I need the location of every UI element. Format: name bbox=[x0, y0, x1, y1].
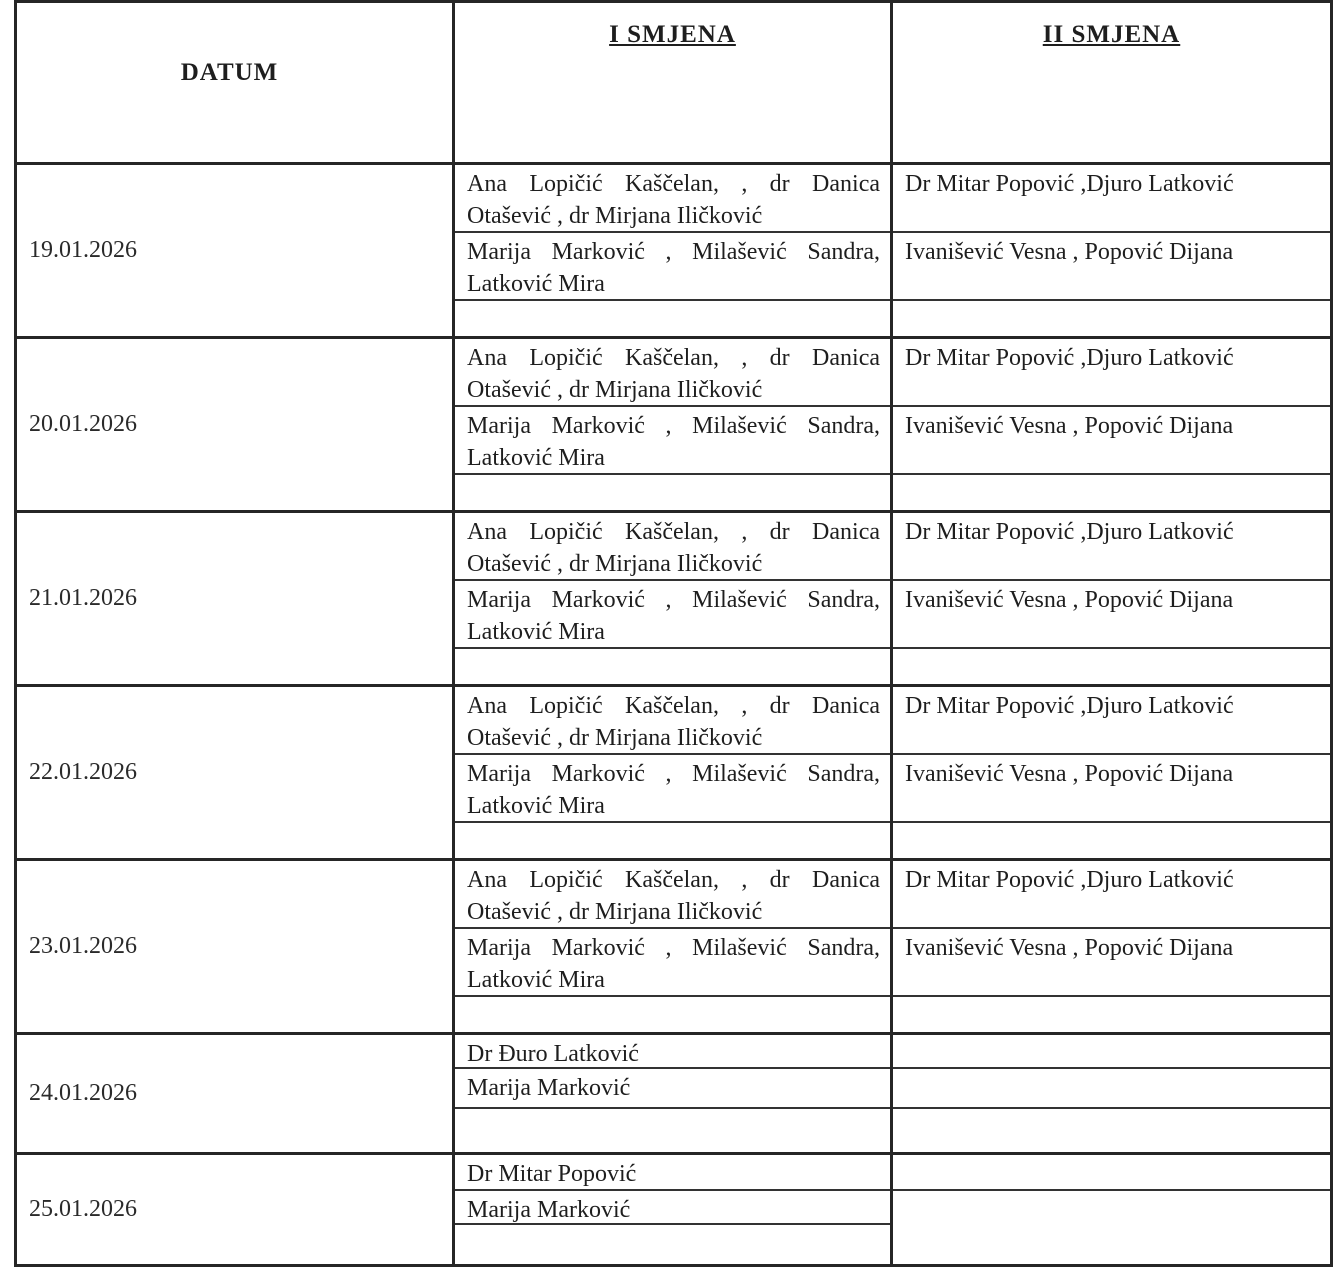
shift2-nurses: Ivanišević Vesna , Popović Dijana bbox=[893, 929, 1330, 997]
shift1-cell bbox=[454, 1154, 892, 1266]
shift1-cell bbox=[454, 512, 892, 686]
shift2-nurses: Ivanišević Vesna , Popović Dijana bbox=[893, 407, 1330, 475]
date-cell: 21.01.2026 bbox=[16, 512, 454, 686]
shift1-empty-slot bbox=[455, 1109, 890, 1152]
shift2-cell bbox=[892, 1154, 1332, 1266]
shift1-cell bbox=[454, 338, 892, 512]
table-row bbox=[16, 512, 1332, 686]
header-row bbox=[16, 2, 1332, 164]
date-cell: 24.01.2026 bbox=[16, 1034, 454, 1154]
shift1-doctors: Ana Lopičić Kaščelan, , dr Danica Otašević , dr Mirjana Iličković bbox=[455, 339, 890, 407]
shift1-empty-slot bbox=[455, 1225, 890, 1264]
shift2-column-header bbox=[892, 2, 1332, 164]
table-row bbox=[16, 164, 1332, 338]
shift1-cell bbox=[454, 1034, 892, 1154]
shift1-empty-slot bbox=[455, 475, 890, 510]
date-cell: 25.01.2026 bbox=[16, 1154, 454, 1266]
shift2-doctors: Dr Mitar Popović ,Djuro Latković bbox=[893, 861, 1330, 929]
shift1-empty-slot bbox=[455, 301, 890, 336]
shift1-nurses: Marija Marković bbox=[455, 1069, 890, 1109]
shift2-empty-slot bbox=[893, 1109, 1330, 1152]
shift1-nurses: Marija Marković , Milašević Sandra, Latković Mira bbox=[455, 407, 890, 475]
table-row bbox=[16, 860, 1332, 1034]
date-cell: 23.01.2026 bbox=[16, 860, 454, 1034]
shift1-doctors: Ana Lopičić Kaščelan, , dr Danica Otašević , dr Mirjana Iličković bbox=[455, 165, 890, 233]
date-cell: 20.01.2026 bbox=[16, 338, 454, 512]
shift2-cell bbox=[892, 860, 1332, 1034]
shift2-doctors: Dr Mitar Popović ,Djuro Latković bbox=[893, 165, 1330, 233]
shift2-doctors bbox=[893, 1155, 1330, 1191]
shift2-empty-slot bbox=[893, 823, 1330, 858]
table-row bbox=[16, 686, 1332, 860]
shift2-doctors: Dr Mitar Popović ,Djuro Latković bbox=[893, 687, 1330, 755]
shift1-doctors: Dr Đuro Latković bbox=[455, 1035, 890, 1069]
shift1-empty-slot bbox=[455, 649, 890, 684]
shift1-doctors: Ana Lopičić Kaščelan, , dr Danica Otašević , dr Mirjana Iličković bbox=[455, 861, 890, 929]
shift1-empty-slot bbox=[455, 997, 890, 1032]
shift2-label: II SMJENA bbox=[1042, 21, 1181, 48]
shift2-cell bbox=[892, 1034, 1332, 1154]
table-row bbox=[16, 1034, 1332, 1154]
shift2-cell bbox=[892, 338, 1332, 512]
shift2-empty-slot bbox=[893, 649, 1330, 684]
shift2-empty-slot bbox=[893, 997, 1330, 1032]
shift1-doctors: Dr Mitar Popović bbox=[455, 1155, 890, 1191]
shift1-cell bbox=[454, 686, 892, 860]
table-row bbox=[16, 338, 1332, 512]
shift1-label: I SMJENA bbox=[609, 21, 736, 48]
shift2-doctors: Dr Mitar Popović ,Djuro Latković bbox=[893, 339, 1330, 407]
shift2-empty-slot bbox=[893, 301, 1330, 336]
shift1-cell bbox=[454, 164, 892, 338]
shift-schedule-table bbox=[14, 0, 1333, 1267]
date-cell: 19.01.2026 bbox=[16, 164, 454, 338]
shift2-empty-slot bbox=[893, 475, 1330, 510]
shift2-doctors bbox=[893, 1035, 1330, 1069]
shift1-nurses: Marija Marković , Milašević Sandra, Latković Mira bbox=[455, 581, 890, 649]
shift2-nurses: Ivanišević Vesna , Popović Dijana bbox=[893, 755, 1330, 823]
shift1-nurses: Marija Marković , Milašević Sandra, Latković Mira bbox=[455, 929, 890, 997]
shift2-cell bbox=[892, 164, 1332, 338]
shift2-nurses: Ivanišević Vesna , Popović Dijana bbox=[893, 581, 1330, 649]
shift2-cell bbox=[892, 512, 1332, 686]
shift1-nurses: Marija Marković , Milašević Sandra, Latković Mira bbox=[455, 755, 890, 823]
shift2-cell bbox=[892, 686, 1332, 860]
date-column-header bbox=[16, 2, 454, 164]
shift1-doctors: Ana Lopičić Kaščelan, , dr Danica Otašević , dr Mirjana Iličković bbox=[455, 513, 890, 581]
shift1-nurses: Marija Marković , Milašević Sandra, Latković Mira bbox=[455, 233, 890, 301]
shift1-column-header bbox=[454, 2, 892, 164]
shift1-doctors: Ana Lopičić Kaščelan, , dr Danica Otašević , dr Mirjana Iličković bbox=[455, 687, 890, 755]
shift1-nurses: Marija Marković bbox=[455, 1191, 890, 1225]
shift2-nurses bbox=[893, 1069, 1330, 1109]
shift2-nurses bbox=[893, 1191, 1330, 1264]
date-cell: 22.01.2026 bbox=[16, 686, 454, 860]
table-row bbox=[16, 1154, 1332, 1266]
datum-label: DATUM bbox=[180, 59, 279, 86]
shift2-nurses: Ivanišević Vesna , Popović Dijana bbox=[893, 233, 1330, 301]
shift1-cell bbox=[454, 860, 892, 1034]
shift1-empty-slot bbox=[455, 823, 890, 858]
shift2-doctors: Dr Mitar Popović ,Djuro Latković bbox=[893, 513, 1330, 581]
